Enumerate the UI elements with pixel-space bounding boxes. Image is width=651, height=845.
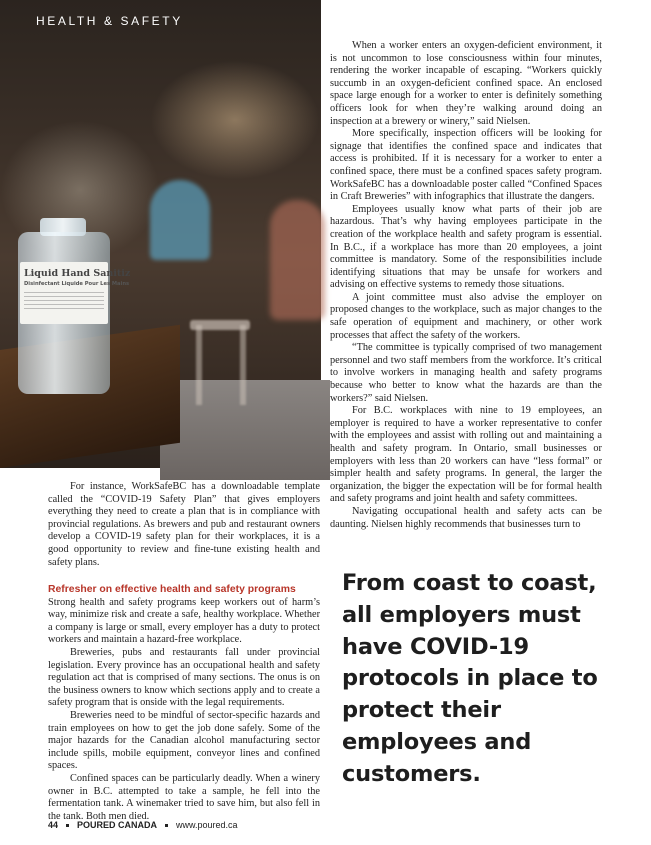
paragraph: More specifically, inspection officers will be looking for signage that identifies the confined space and indicates that access is prohibited. If it is necessary for a worker to enter a confined space, there must be a confined spaces safety program. WorkSafeBC has a downloadable poster called “Confined Spaces in Craft Breweries” with infographics that illustrate the dangers. [330, 128, 602, 203]
paragraph: Confined spaces can be particularly deadly. When a winery owner in B.C. attempted to take a sample, he fell into the fermentation tank. A winemaker tried to save him, but also fell in the tank. Both men died. [48, 772, 320, 822]
right-column [330, 40, 602, 531]
photo-stool-leg [240, 325, 246, 405]
paragraph: Employees usually know what parts of their job are hazardous. That’s why having employees participate in the creation of the workplace health and safety program is essential. In B.C., if a workplace has more than 20 employees, a joint committee is mandatory. Some of the responsibilities include identifying situations that may be unsafe for workers and advising on effective systems to remedy those situations. [330, 203, 602, 291]
bottle-label-fineprint [24, 292, 104, 312]
paragraph: “The committee is typically comprised of two management personnel and two staff members from the workforce. It’s critical to involve workers in managing health and safety programs because who better to know what the hazards are than the workers?” said Nielsen. [330, 342, 602, 404]
bottle-label [20, 262, 131, 324]
bottle-label-title: Liquid Hand Sanitiz [24, 268, 131, 279]
photo-person [270, 200, 325, 320]
publication-name: POURED CANADA [77, 820, 158, 830]
paragraph: For B.C. workplaces with nine to 19 employees, an employer is required to have a worker representative to confer with the employees and assist with rolling out and maintaining a health and safety program. In Ontario, small businesses or employers with less than 20 workers can have “less formal” or simpler health and safety programs. In general, the larger the organization, the bigger the expectation will be for formal health and safety programs and joint health and safety committees. [330, 405, 602, 505]
page-footer [48, 820, 238, 830]
publication-url: www.poured.ca [176, 820, 238, 830]
left-column-top [48, 481, 320, 569]
separator-square [165, 824, 168, 827]
paragraph: For instance, WorkSafeBC has a downloadable template called the “COVID-19 Safety Plan” that gives employers everything they need to create a plan that is in compliance with provincial regulations. As brewers and pub and restaurant owners develop a COVID-19 safety plan for their workplaces, it is a good opportunity to review and fine-tune existing health and safety plans. [48, 481, 320, 568]
hero-photo [0, 0, 321, 468]
bottle-label-subtitle: Disinfectant Liquide Pour Les Mains [24, 281, 130, 287]
paragraph: Breweries, pubs and restaurants fall under provincial legislation. Every province has an occupational health and safety regulation act that is comprised of many sections. The onus is on the business owners to know which sections apply and to create a safety program that is onside with the legal requirements. [48, 646, 320, 709]
paragraph: Navigating occupational health and safety acts can be daunting. Nielsen highly recommends that businesses turn to [330, 505, 602, 530]
paragraph: A joint committee must also advise the employer on proposed changes to the workplace, such as major changes to the safe operation of equipment and machinery, or other work processes that affect the safety of the workers. [330, 291, 602, 341]
paragraph: Strong health and safety programs keep workers out of harm’s way, minimize risk and create a safe, healthy workplace. Whether a company is large or small, every employer has a duty to protect workers and maintain a hazard-free workplace. [48, 596, 320, 646]
left-column-bottom [48, 584, 320, 823]
photo-person [150, 180, 210, 260]
pull-quote: From coast to coast, all employers must have COVID-19 protocols in place to protect their employees and customers. [342, 570, 598, 787]
page-number: 44 [48, 820, 59, 830]
section-label: HEALTH & SAFETY [36, 14, 183, 28]
photo-light [150, 60, 320, 180]
paragraph: Breweries need to be mindful of sector-specific hazards and train employees on how to get the job done safely. Some of the major hazards for the Canadian alcohol manufacturing sector include spills, mobile equipment, conveyor lines and confined spaces. [48, 709, 320, 772]
separator-square [66, 824, 69, 827]
subheading: Refresher on effective health and safety programs [48, 584, 296, 595]
paragraph: When a worker enters an oxygen-deficient environment, it is not uncommon to lose consciousness within four minutes, rendering the worker incapable of escaping. “Workers quickly succumb in an oxygen-deficient confined space. An enclosed space large enough for a worker to enter is definitely something officers look for when they’re walking around doing an inspection at a brewery or winery,” said Nielsen. [330, 40, 602, 127]
photo-stool-leg [196, 325, 202, 405]
